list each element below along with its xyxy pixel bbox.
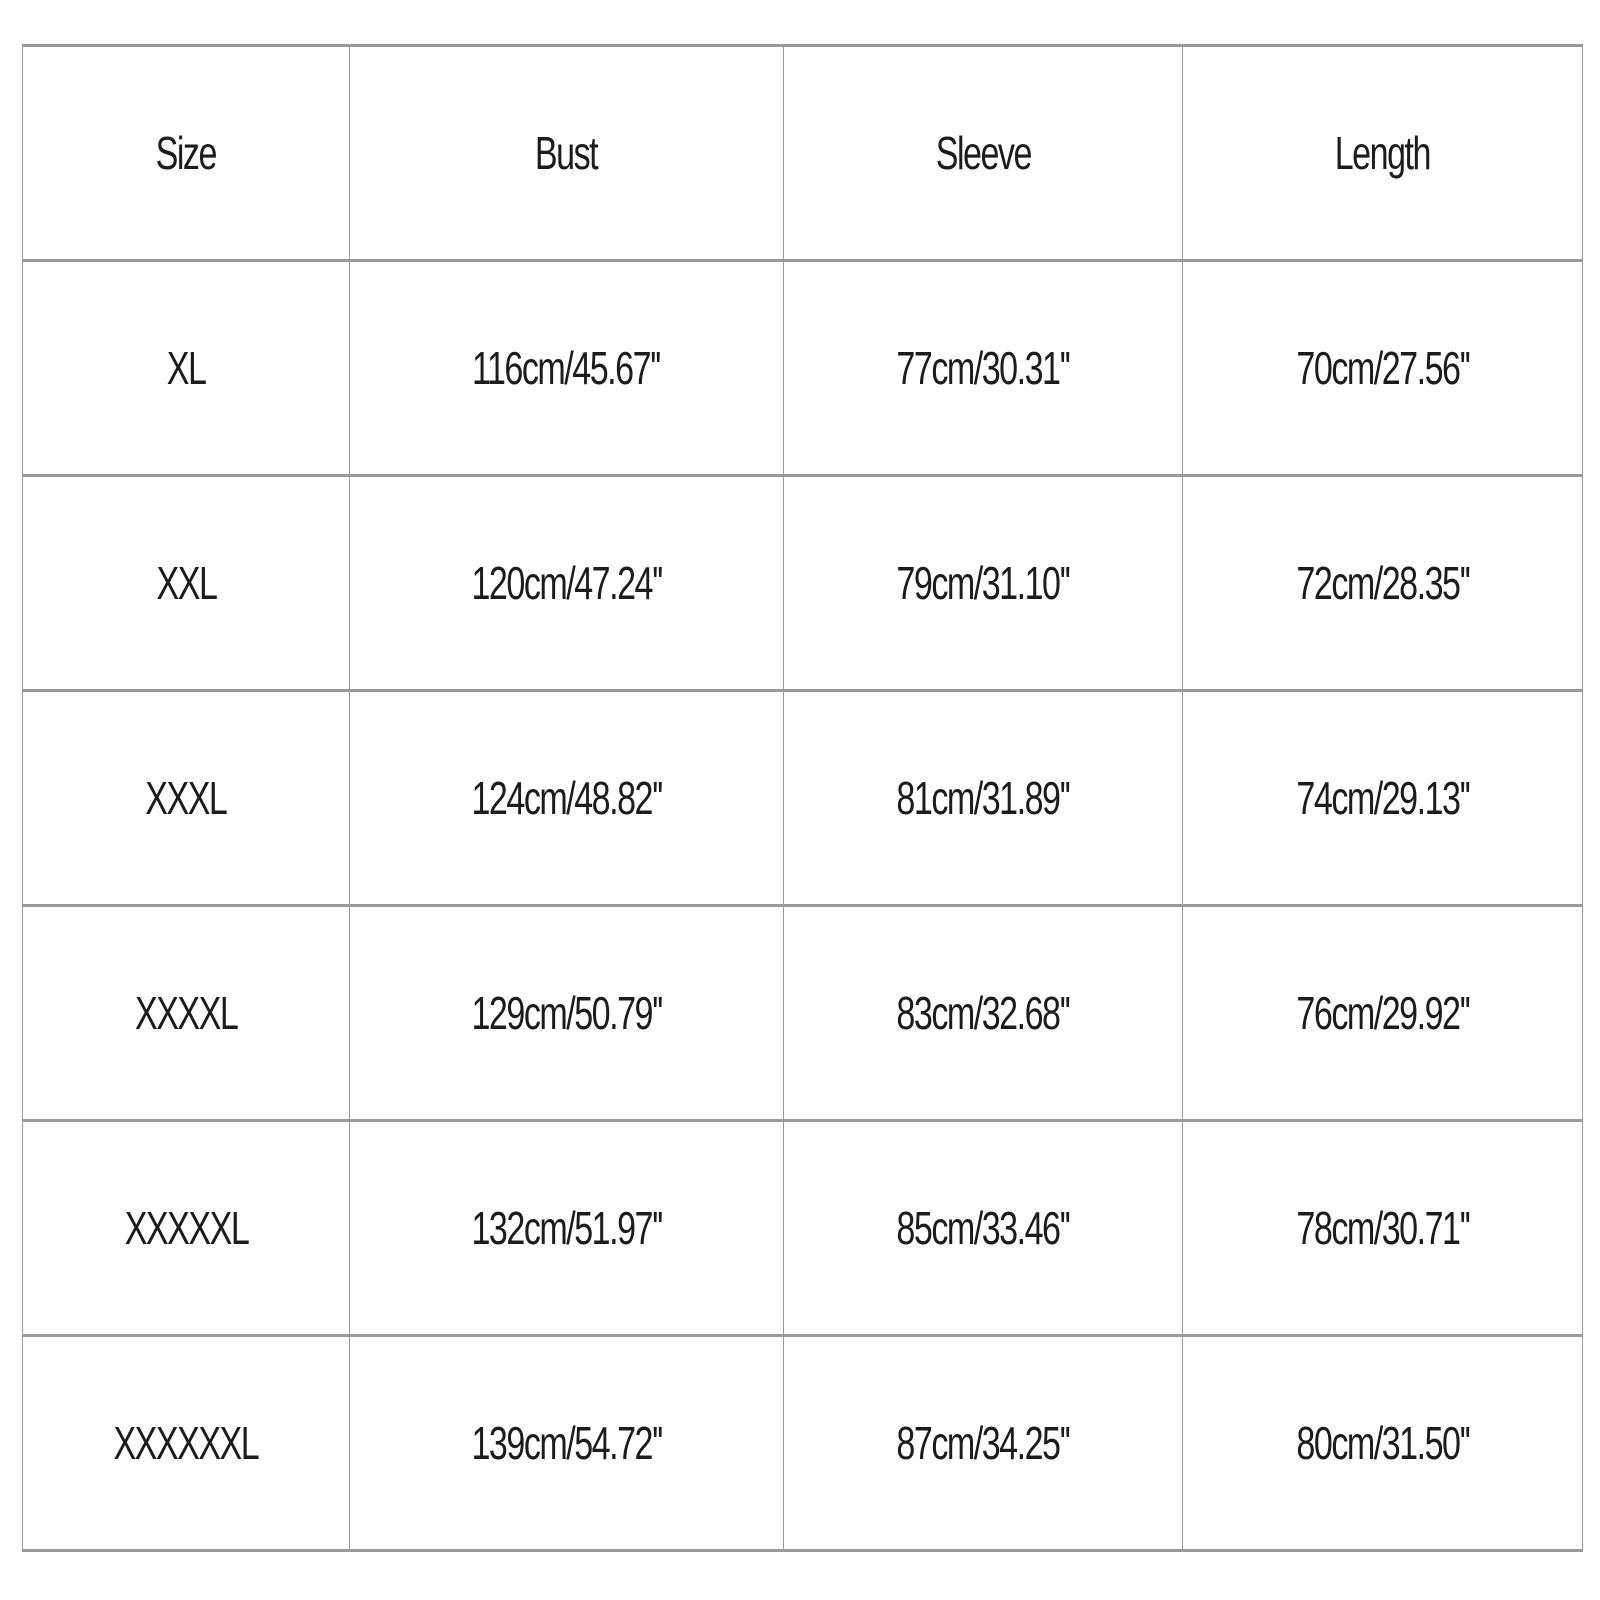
length-cell: 80cm/31.50'' bbox=[1183, 1336, 1583, 1551]
table-row bbox=[23, 906, 1583, 1121]
bust-cell: 139cm/54.72'' bbox=[350, 1336, 784, 1551]
sleeve-cell: 77cm/30.31'' bbox=[784, 261, 1183, 476]
header-bust: Bust bbox=[350, 46, 784, 261]
header-sleeve: Sleeve bbox=[784, 46, 1183, 261]
table-row bbox=[23, 476, 1583, 691]
length-cell: 72cm/28.35'' bbox=[1183, 476, 1583, 691]
bust-cell: 116cm/45.67'' bbox=[350, 261, 784, 476]
bust-cell: 120cm/47.24'' bbox=[350, 476, 784, 691]
header-row bbox=[23, 46, 1583, 261]
size-cell: XXL bbox=[23, 476, 350, 691]
length-cell: 76cm/29.92'' bbox=[1183, 906, 1583, 1121]
sleeve-cell: 85cm/33.46'' bbox=[784, 1121, 1183, 1336]
header-size: Size bbox=[23, 46, 350, 261]
size-chart-table bbox=[22, 44, 1583, 1552]
sleeve-cell: 83cm/32.68'' bbox=[784, 906, 1183, 1121]
length-cell: 78cm/30.71'' bbox=[1183, 1121, 1583, 1336]
size-cell: XL bbox=[23, 261, 350, 476]
table-row bbox=[23, 691, 1583, 906]
table-row bbox=[23, 261, 1583, 476]
sleeve-cell: 79cm/31.10'' bbox=[784, 476, 1183, 691]
length-cell: 74cm/29.13'' bbox=[1183, 691, 1583, 906]
length-cell: 70cm/27.56'' bbox=[1183, 261, 1583, 476]
sleeve-cell: 81cm/31.89'' bbox=[784, 691, 1183, 906]
size-cell: XXXXXL bbox=[23, 1121, 350, 1336]
bust-cell: 132cm/51.97'' bbox=[350, 1121, 784, 1336]
size-cell: XXXL bbox=[23, 691, 350, 906]
table-row bbox=[23, 1121, 1583, 1336]
table-row bbox=[23, 1336, 1583, 1551]
bust-cell: 129cm/50.79'' bbox=[350, 906, 784, 1121]
sleeve-cell: 87cm/34.25'' bbox=[784, 1336, 1183, 1551]
header-length: Length bbox=[1183, 46, 1583, 261]
size-cell: XXXXXXL bbox=[23, 1336, 350, 1551]
bust-cell: 124cm/48.82'' bbox=[350, 691, 784, 906]
size-cell: XXXXL bbox=[23, 906, 350, 1121]
